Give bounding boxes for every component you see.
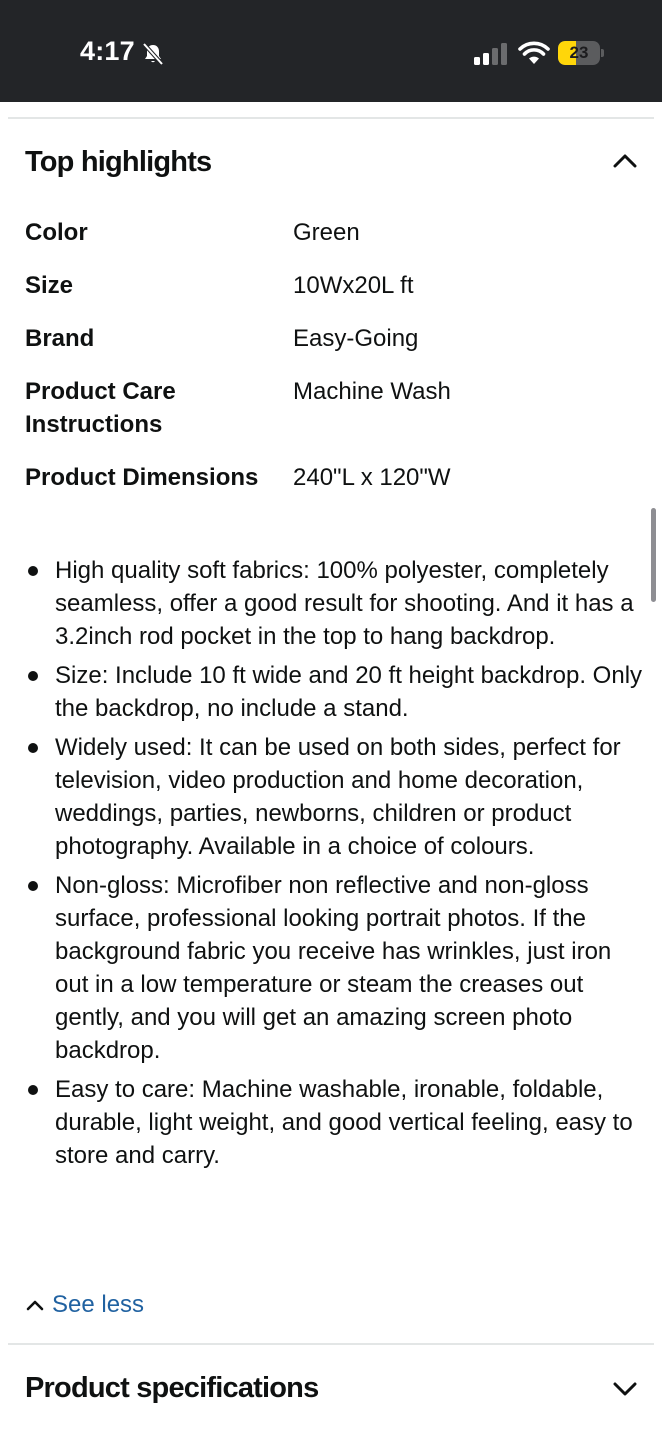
bullet-dot: [28, 881, 38, 891]
cellular-signal-icon: [473, 43, 507, 65]
spec-key-dimensions: Product Dimensions: [25, 464, 259, 491]
spec-value-size: 10Wx20L ft: [293, 272, 414, 299]
scrollbar[interactable]: [651, 508, 656, 602]
status-bar: [0, 0, 662, 102]
top-highlights-title[interactable]: Top highlights: [25, 146, 212, 178]
divider: [8, 117, 654, 119]
bullet-text: Size: Include 10 ft wide and 20 ft height backdrop. Only the backdrop, no include a stand.: [55, 662, 643, 722]
status-time: 4:17: [80, 36, 135, 66]
bullet-text: High quality soft fabrics: 100% polyester, completely seamless, offer a good result for shooting. And it has a 3.2inch rod pocket in the top to hang backdrop.: [55, 557, 634, 650]
bullet-dot: [28, 1085, 38, 1095]
list-item: [25, 659, 645, 725]
table-row: [25, 269, 645, 302]
highlight-bullets: [25, 554, 645, 1178]
list-item: [25, 869, 645, 1067]
wifi-icon: [518, 40, 550, 66]
bullet-dot: [28, 566, 38, 576]
spec-key-brand: Brand: [25, 325, 95, 352]
see-less-link[interactable]: [25, 1288, 144, 1321]
table-row: [25, 216, 645, 249]
bullet-dot: [28, 671, 38, 681]
table-row: [25, 375, 645, 441]
chevron-up-icon: [25, 1295, 45, 1315]
spec-value-color: Green: [293, 219, 360, 246]
product-specifications-title[interactable]: Product specifications: [25, 1372, 319, 1404]
spec-value-brand: Easy-Going: [293, 325, 419, 352]
bullet-dot: [28, 743, 38, 753]
chevron-down-icon[interactable]: [610, 1374, 640, 1404]
list-item: [25, 554, 645, 653]
divider: [8, 1343, 654, 1345]
spec-value-dimensions: 240"L x 120"W: [293, 464, 451, 491]
chevron-up-icon[interactable]: [610, 146, 640, 176]
bell-slash-icon: [141, 42, 165, 66]
bullet-text: Widely used: It can be used on both sides, perfect for television, video production and home decoration, weddings, parties, newborns, children or product photography. Available in a choice of colours.: [55, 734, 621, 860]
highlights-table: [25, 216, 645, 514]
spec-key-color: Color: [25, 219, 88, 246]
list-item: [25, 731, 645, 863]
table-row: [25, 461, 645, 494]
spec-value-care-instructions: Machine Wash: [293, 378, 451, 405]
bullet-text: Easy to care: Machine washable, ironable, foldable, durable, light weight, and good vertical feeling, easy to store and carry.: [55, 1076, 633, 1169]
spec-key-care-instructions: Product Care Instructions: [25, 378, 176, 438]
battery-level: 23: [569, 43, 589, 62]
spec-key-size: Size: [25, 272, 74, 299]
list-item: [25, 1073, 645, 1172]
see-less-label: See less: [52, 1290, 145, 1318]
battery-icon: [558, 41, 604, 65]
bullet-text: Non-gloss: Microfiber non reflective and non-gloss surface, professional looking portrait photos. If the background fabric you receive has wrinkles, just iron out in a low temperature or steam the creases out gently, and you will get an amazing screen photo backdrop.: [55, 872, 612, 1064]
table-row: [25, 322, 645, 355]
